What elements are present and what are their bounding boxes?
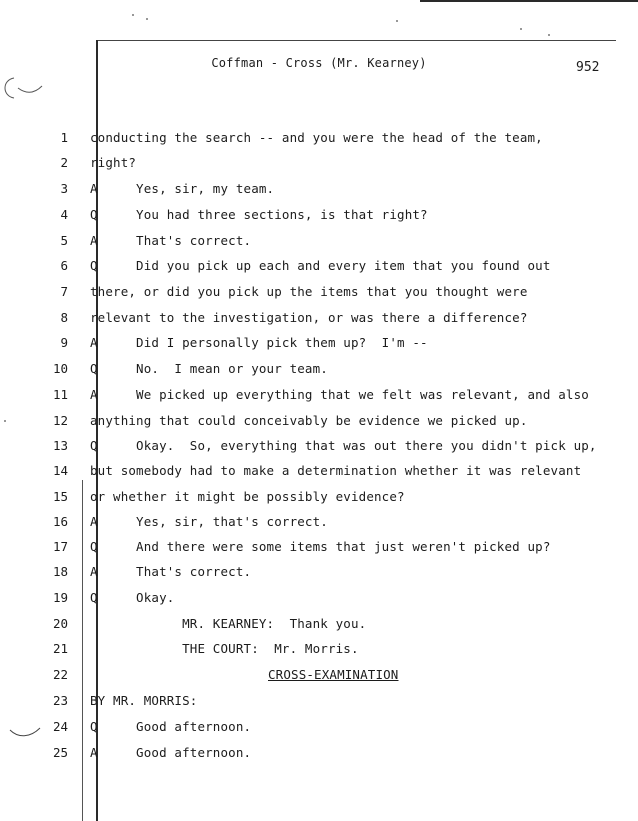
scan-speck (520, 28, 522, 30)
line-number: 17 (52, 539, 68, 554)
line-number: 2 (60, 155, 68, 170)
transcript-line: Q Okay. So, everything that was out there you didn't pick up, (90, 438, 597, 453)
scan-speck (396, 20, 398, 22)
margin-scribble-top (0, 72, 44, 108)
transcript-line: right? (90, 155, 137, 170)
line-number: 11 (52, 387, 68, 402)
line-number: 6 (60, 258, 68, 273)
transcript-line: MR. KEARNEY: Thank you. (90, 616, 367, 631)
line-number: 21 (52, 641, 68, 656)
section-heading: CROSS-EXAMINATION (268, 667, 399, 682)
transcript-line: A That's correct. (90, 233, 252, 248)
scan-speck (132, 14, 134, 16)
line-number: 20 (52, 616, 68, 631)
line-number: 5 (60, 233, 68, 248)
transcript-line: Q And there were some items that just weren't picked up? (90, 539, 551, 554)
transcript-line: BY MR. MORRIS: (90, 693, 198, 708)
line-number: 8 (60, 310, 68, 325)
transcript-line: A That's correct. (90, 564, 252, 579)
left-margin-line-secondary (82, 480, 83, 821)
transcript-line: Q Okay. (90, 590, 175, 605)
transcript-line: A Good afternoon. (90, 745, 252, 760)
line-number: 14 (52, 463, 68, 478)
page-header: Coffman - Cross (Mr. Kearney) (211, 56, 427, 70)
scan-speck (4, 420, 6, 422)
line-number: 7 (60, 284, 68, 299)
line-number: 15 (52, 489, 68, 504)
transcript-line: A Did I personally pick them up? I'm -- (90, 335, 428, 350)
transcript-line: Q Good afternoon. (90, 719, 252, 734)
page-number: 952 (576, 60, 600, 75)
header-rule (96, 40, 616, 41)
line-number: 3 (60, 181, 68, 196)
line-number: 9 (60, 335, 68, 350)
transcript-line: THE COURT: Mr. Morris. (90, 641, 359, 656)
line-number: 25 (52, 745, 68, 760)
transcript-line: Q You had three sections, is that right? (90, 207, 428, 222)
line-number: 1 (60, 130, 68, 145)
line-number: 18 (52, 564, 68, 579)
transcript-line: A Yes, sir, that's correct. (90, 514, 328, 529)
margin-scribble-bottom (8, 722, 42, 742)
transcript-line: but somebody had to make a determination whether it was relevant (90, 463, 582, 478)
line-number: 19 (52, 590, 68, 605)
line-number: 24 (52, 719, 68, 734)
transcript-line: conducting the search -- and you were the head of the team, (90, 130, 543, 145)
transcript-line: anything that could conceivably be evidence we picked up. (90, 413, 528, 428)
transcript-line: Q Did you pick up each and every item that you found out (90, 258, 551, 273)
top-edge-rule (420, 0, 638, 2)
transcript-line: A We picked up everything that we felt was relevant, and also (90, 387, 589, 402)
transcript-line: or whether it might be possibly evidence? (90, 489, 405, 504)
line-number: 16 (52, 514, 68, 529)
scan-speck (146, 18, 148, 20)
transcript-line: A Yes, sir, my team. (90, 181, 275, 196)
transcript-line: there, or did you pick up the items that you thought were (90, 284, 528, 299)
line-number: 12 (52, 413, 68, 428)
line-number: 10 (52, 361, 68, 376)
line-number: 23 (52, 693, 68, 708)
transcript-line: relevant to the investigation, or was there a difference? (90, 310, 528, 325)
scan-speck (548, 34, 550, 36)
line-number: 4 (60, 207, 68, 222)
line-number: 13 (52, 438, 68, 453)
transcript-line: Q No. I mean or your team. (90, 361, 328, 376)
line-number: 22 (52, 667, 68, 682)
